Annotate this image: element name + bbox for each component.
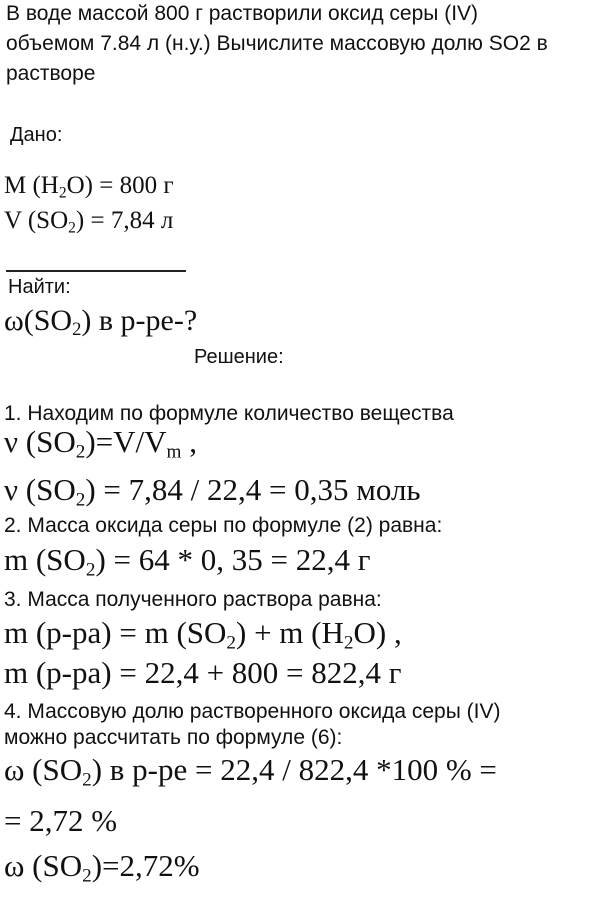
given-volume-so2 bbox=[4, 207, 173, 235]
step3-formula-1-end: O) , bbox=[353, 615, 402, 650]
step4-formula-3-part: ω (SO bbox=[4, 848, 83, 883]
given-mass-h2o bbox=[4, 172, 174, 200]
task-line-2: объемом 7.84 л (н.у.) Вычислите массовую долю SO2 в bbox=[6, 32, 548, 55]
step3-text: 3. Масса полученного раствора равна: bbox=[4, 588, 382, 611]
given-mass-h2o-sub: 2 bbox=[58, 184, 67, 202]
step4-text-1: 4. Массовую долю растворенного оксида серы (IV) bbox=[4, 700, 501, 723]
task-line-3: растворе bbox=[6, 62, 96, 85]
given-label: Дано: bbox=[10, 124, 63, 146]
step1-formula-1-end: , bbox=[181, 424, 197, 459]
step1-formula-2 bbox=[4, 472, 421, 511]
step1-formula-2-sub: 2 bbox=[75, 489, 86, 511]
step2-formula-sub: 2 bbox=[85, 559, 96, 581]
step4-formula-1-sub: 2 bbox=[82, 769, 92, 791]
given-volume-so2-part: V (SO bbox=[4, 207, 69, 234]
step1-formula-1-sub-m: m bbox=[166, 441, 182, 463]
find-expression-sub: 2 bbox=[72, 319, 82, 341]
step4-formula-3 bbox=[4, 848, 200, 887]
step2-formula bbox=[4, 542, 371, 581]
step2-formula-rest: ) = 64 * 0, 35 = 22,4 г bbox=[95, 542, 371, 577]
solution-label: Решение: bbox=[194, 346, 284, 368]
find-expression bbox=[4, 304, 198, 341]
step3-formula-1-mid: ) + m (H bbox=[236, 615, 344, 650]
step4-formula-1-rest: ) в р-ре = 22,4 / 822,4 *100 % = bbox=[91, 752, 497, 787]
given-mass-h2o-rest: O) = 800 г bbox=[66, 172, 174, 199]
step3-formula-1-part: m (р-ра) = m (SO bbox=[4, 615, 227, 650]
step2-text: 2. Масса оксида серы по формуле (2) равна: bbox=[4, 514, 443, 537]
step1-formula-1-mid: )=V/V bbox=[85, 424, 167, 459]
step1-formula-1-part: ν (SO bbox=[4, 424, 76, 459]
given-mass-h2o-part: M (H bbox=[4, 172, 59, 199]
step3-formula-1-sub-2: 2 bbox=[343, 632, 354, 654]
step1-formula-1 bbox=[4, 424, 197, 463]
step1-text: 1. Находим по формуле количество вещества bbox=[4, 402, 454, 425]
find-expression-part: ω(SO bbox=[4, 304, 73, 337]
task-line-1: В воде массой 800 г растворили оксид серы (IV) bbox=[6, 2, 479, 25]
step3-formula-2: m (р-ра) = 22,4 + 800 = 822,4 г bbox=[4, 655, 402, 690]
step1-formula-2-rest: ) = 7,84 / 22,4 = 0,35 моль bbox=[85, 472, 421, 507]
find-expression-rest: ) в р-ре-? bbox=[81, 304, 198, 337]
step4-text-2: можно рассчитать по формуле (6): bbox=[4, 726, 343, 749]
step4-formula-1-part: ω (SO bbox=[4, 752, 83, 787]
step4-formula-1 bbox=[4, 752, 497, 791]
given-divider bbox=[6, 270, 186, 272]
given-volume-so2-sub: 2 bbox=[68, 219, 76, 237]
step3-formula-1-sub: 2 bbox=[226, 632, 236, 654]
step4-formula-3-rest: )=2,72% bbox=[91, 848, 200, 883]
given-volume-so2-rest: ) = 7,84 л bbox=[75, 207, 174, 234]
step1-formula-2-part: ν (SO bbox=[4, 472, 76, 507]
find-label: Найти: bbox=[8, 276, 71, 298]
step2-formula-part: m (SO bbox=[4, 542, 86, 577]
step4-formula-3-sub: 2 bbox=[82, 865, 92, 887]
step4-formula-2: = 2,72 % bbox=[4, 803, 118, 838]
step3-formula-1 bbox=[4, 615, 402, 654]
step1-formula-1-sub: 2 bbox=[75, 441, 86, 463]
